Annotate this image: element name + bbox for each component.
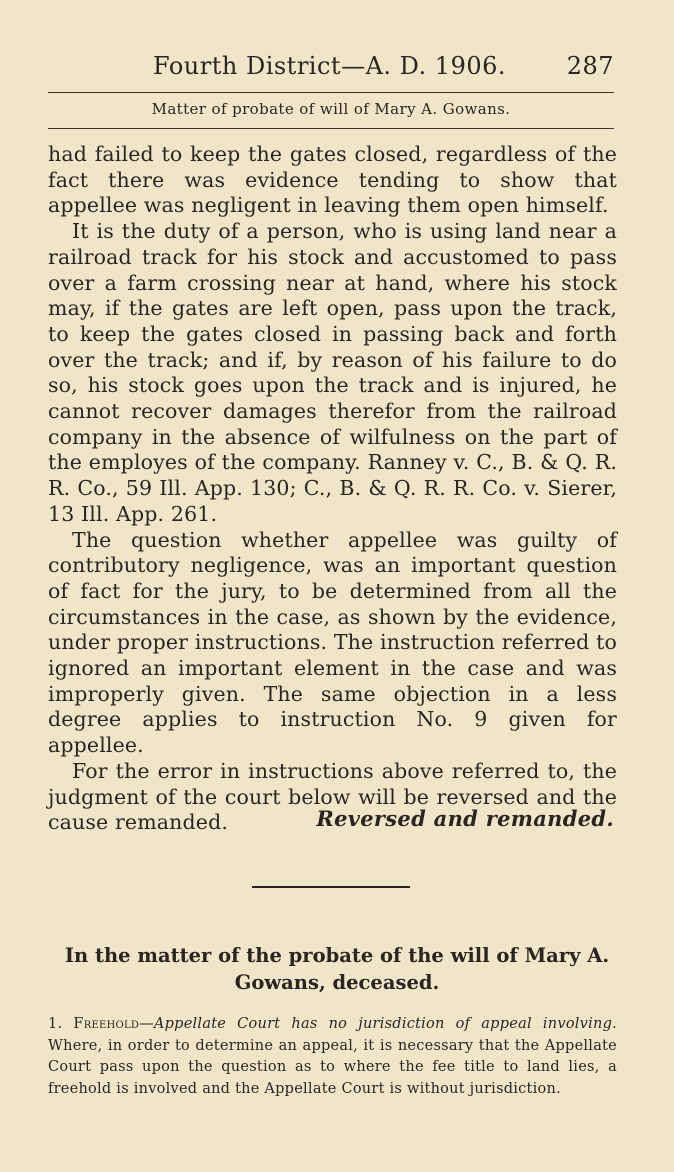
section-divider	[252, 886, 410, 888]
paragraph: It is the duty of a person, who is using land near a railroad track for his stock and accustomed to pass over a farm crossing near at hand, where his stock may, if the gates are left open, pass upon the track, to keep the gates closed in passing back and forth over the track; and if, by reason of his failure to do so, his stock goes upon the track and is injured, he cannot recover damages therefor from the railroad company in the absence of wilfulness on the part of the employes of the company. Ranney v. C., B. & Q. R. R. Co., 59 Ill. App. 130; C., B. & Q. R. R. Co. v. Sierer, 13 Ill. App. 261.	[48, 219, 617, 526]
page-number: 287	[566, 52, 614, 80]
page-header	[48, 52, 614, 84]
headnote-text: Where, in order to determine an appeal, it is necessary that the Appellate Court pass upon the question as to where the fee title to land lies, a freehold is involved and the Appellate Court is without jurisdiction.	[48, 1037, 617, 1097]
opinion-text	[48, 142, 617, 836]
running-title: Matter of probate of will of Mary A. Gowans.	[151, 100, 511, 118]
paragraph: The question whether appellee was guilty of contributory negligence, was an important question of fact for the jury, to be determined from all the circumstances in the case, as shown by the evidence, under proper instructions. The instruction referred to ignored an important element in the case and was improperly given. The same objection in a less degree applies to instruction No. 9 given for appellee.	[48, 527, 617, 758]
case-title: In the matter of the probate of the will of Mary A. Gowans, deceased.	[64, 944, 610, 994]
header-rule	[48, 92, 614, 93]
headnote-number: 1.	[48, 1016, 63, 1032]
disposition: Reversed and remanded.	[316, 806, 614, 831]
headnote-rule: —Appellate Court has no jurisdiction of appeal involving.	[139, 1016, 617, 1032]
paragraph: For the error in instructions above referred to, the judgment of the court below will be reversed and the cause remanded.	[48, 758, 617, 835]
headnote	[48, 1014, 617, 1100]
subheader-rule	[48, 128, 614, 129]
paragraph: had failed to keep the gates closed, regardless of the fact there was evidence tending to show that appellee was negligent in leaving them open himself.	[48, 142, 617, 218]
headnote-topic: Freehold	[73, 1016, 140, 1032]
header-title: Fourth District—A. D. 1906.	[153, 52, 507, 80]
